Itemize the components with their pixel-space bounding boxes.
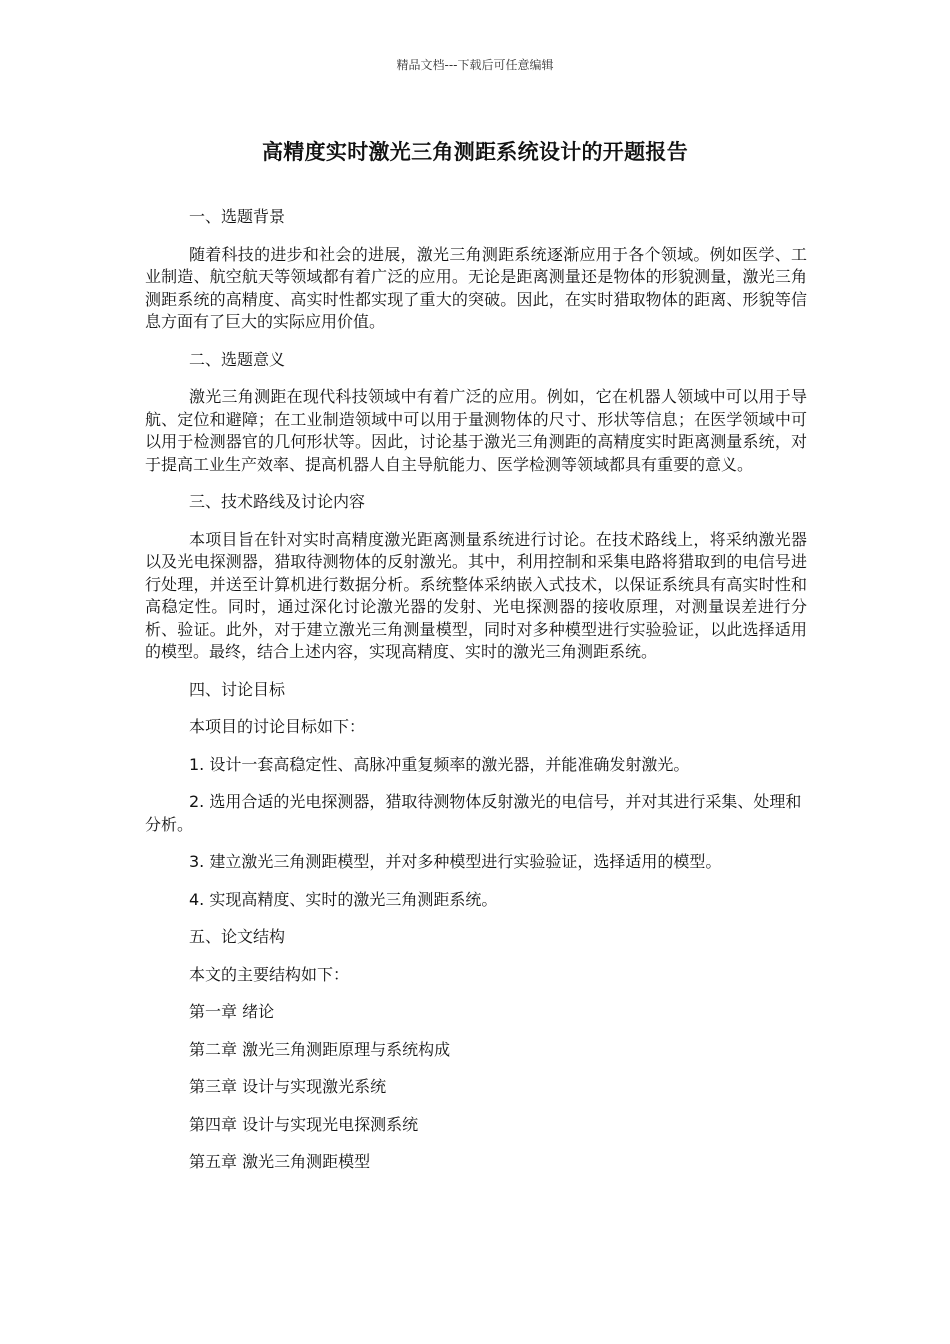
structure-intro: 本文的主要结构如下： [189, 964, 350, 984]
objective-item: 1. 设计一套高稳定性、高脉冲重复频率的激光器，并能准确发射激光。 [189, 754, 690, 774]
paragraph-background: 随着科技的进步和社会的进展，激光三角测距系统逐渐应用于各个领域。例如医学、工业制造、航空航天等领域都有着广泛的应用。无论是距离测量还是物体的形貌测量，激光三角测距系统的高精度、高实时性都实现了重大的突破。因此，在实时猎取物体的距离、形貌等信息方面有了巨大的实际应用价值。 [145, 244, 807, 331]
section-heading-technical-route: 三、技术路线及讨论内容 [189, 492, 366, 511]
document-title: 高精度实时激光三角测距系统设计的开题报告 [262, 140, 688, 164]
section-heading-significance: 二、选题意义 [189, 349, 286, 369]
paragraph-significance: 激光三角测距在现代科技领域中有着广泛的应用。例如，它在机器人领域中可以用于导航、定位和避障；在工业制造领域中可以用于量测物体的尺寸、形状等信息；在医学领域中可以用于检测器官的几何形状等。因此，讨论基于激光三角测距的高精度实时距离测量系统，对于提高工业生产效率、提高机器人自主导航能力、医学检测等领域都具有重要的意义。 [145, 387, 807, 474]
section-heading-objectives: 四、讨论目标 [189, 679, 286, 699]
objective-item: 4. 实现高精度、实时的激光三角测距系统。 [189, 889, 498, 909]
objective-item: 2. 选用合适的光电探测器，猎取待测物体反射激光的电信号，并对其进行采集、处理和分析。 [145, 792, 802, 834]
section-heading-structure: 五、论文结构 [189, 927, 286, 946]
objectives-intro: 本项目的讨论目标如下： [189, 717, 366, 736]
chapter-item: 第三章 设计与实现激光系统 [189, 1077, 387, 1096]
chapter-item: 第四章 设计与实现光电探测系统 [189, 1114, 419, 1134]
chapter-item: 第五章 激光三角测距模型 [189, 1152, 371, 1171]
paragraph-technical-route: 本项目旨在针对实时高精度激光距离测量系统进行讨论。在技术路线上，将采纳激光器以及光电探测器，猎取待测物体的反射激光。其中，利用控制和采集电路将猎取到的电信号进行处理，并送至计算机进行数据分析。系统整体采纳嵌入式技术，以保证系统具有高实时性和高稳定性。同时，通过深化讨论激光器的发射、光电探测器的接收原理，对测量误差进行分析、验证。此外，对于建立激光三角测量模型，同时对多种模型进行实验验证，以此选择适用的模型。最终，结合上述内容，实现高精度、实时的激光三角测距系统。 [145, 529, 807, 661]
section-heading-background: 一、选题背景 [189, 207, 286, 226]
objective-item: 3. 建立激光三角测距模型，并对多种模型进行实验验证，选择适用的模型。 [189, 852, 722, 871]
chapter-item: 第二章 激光三角测距原理与系统构成 [189, 1039, 451, 1059]
document-body [145, 206, 807, 1189]
page-header: 精品文档---下载后可任意编辑 [396, 58, 554, 72]
chapter-item: 第一章 绪论 [189, 1002, 275, 1021]
